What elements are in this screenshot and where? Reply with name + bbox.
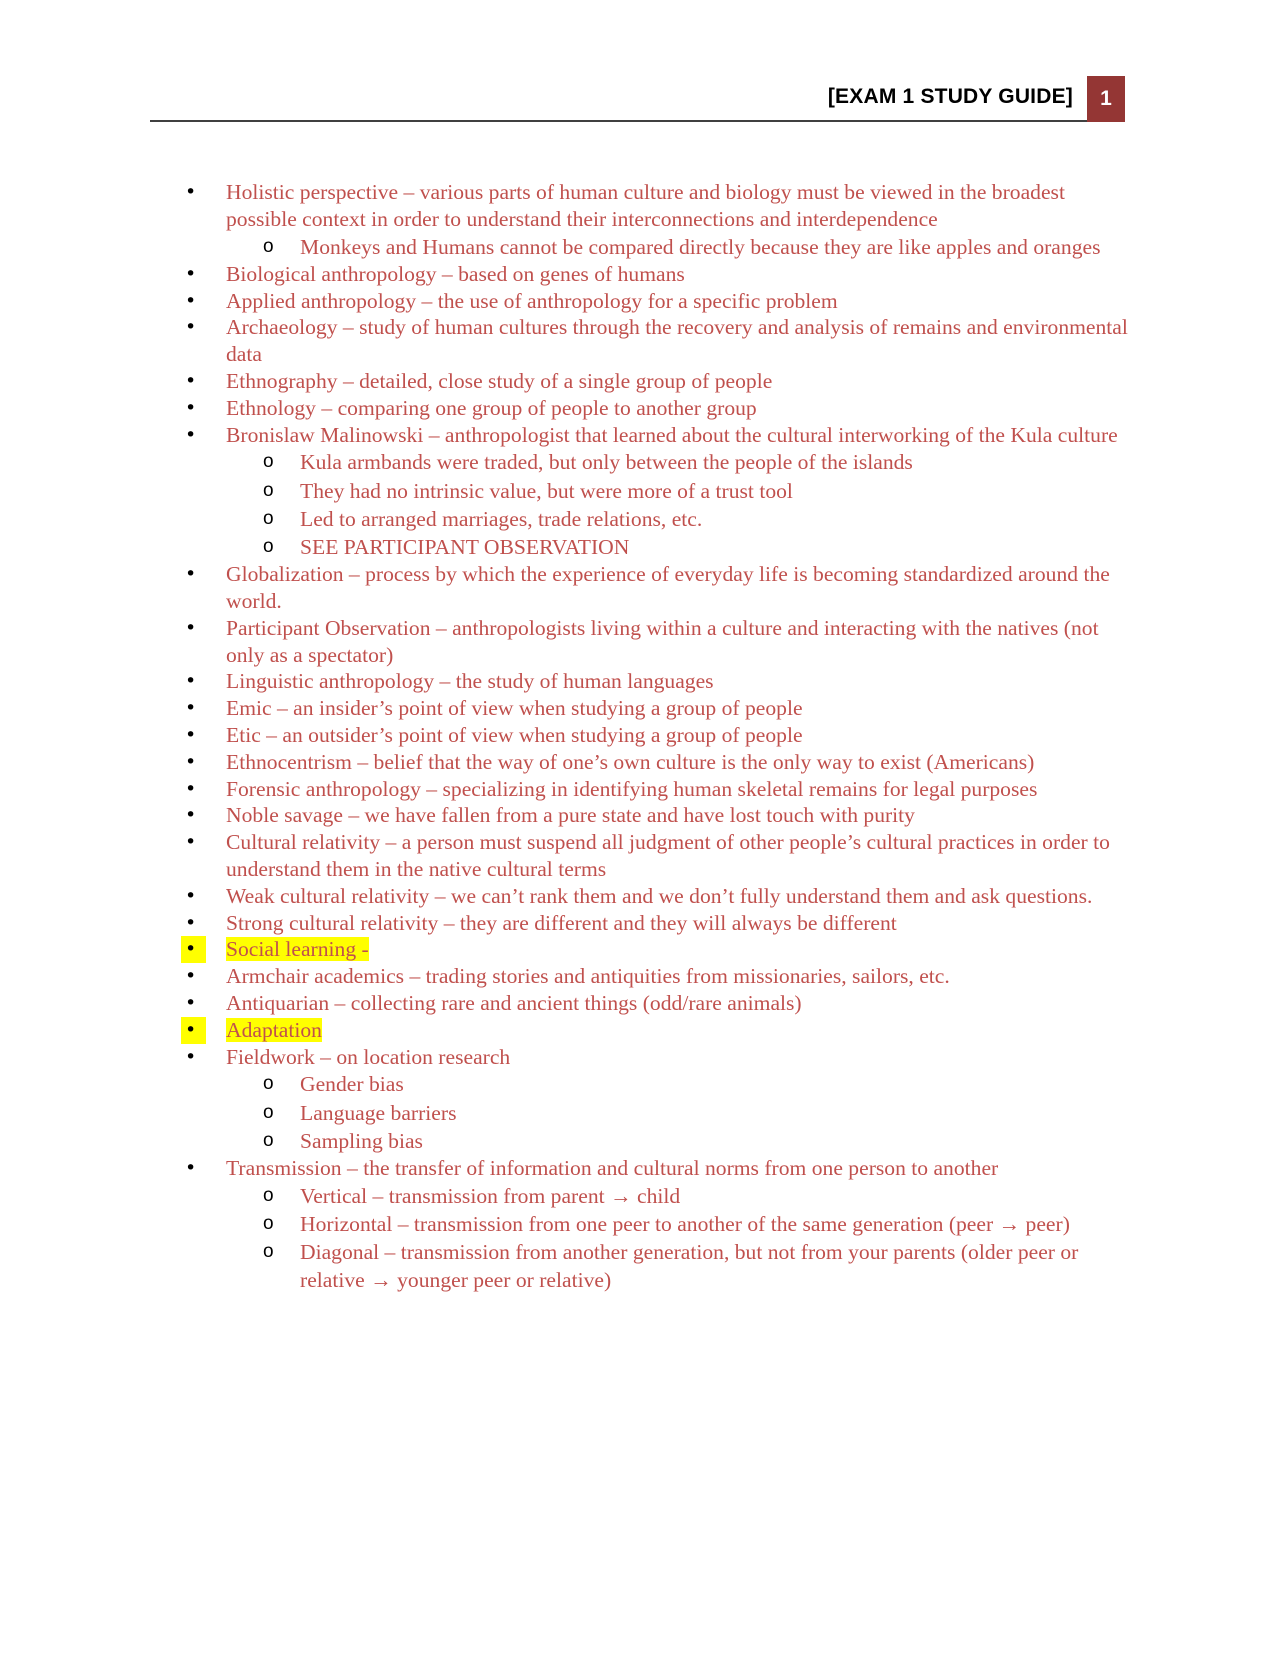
sub-item-text: Kula armbands were traded, but only between the people of the islands: [300, 450, 913, 475]
list-item: [182, 179, 1132, 233]
bullet-marker: •: [185, 831, 197, 854]
list-item: [182, 749, 1132, 776]
sub-list-item: [263, 477, 1132, 505]
sub-bullet-marker: o: [263, 535, 274, 557]
sub-list-item: [263, 1099, 1132, 1127]
list-item: [182, 288, 1132, 315]
list-item: [182, 776, 1132, 803]
list-item: [182, 963, 1132, 990]
list-item: [182, 1044, 1132, 1071]
sub-list-item: [263, 1182, 1132, 1210]
sub-item-text: Monkeys and Humans cannot be compared directly because they are like apples and oranges: [300, 234, 1101, 259]
sub-bullet-marker: o: [263, 507, 274, 529]
bullet-marker: •: [185, 697, 197, 720]
sub-item-text: Sampling bias: [300, 1128, 423, 1153]
sub-list-item: [263, 1238, 1132, 1294]
item-text: Emic – an insider’s point of view when studying a group of people: [226, 696, 803, 721]
sub-bullet-marker: o: [263, 1101, 274, 1123]
sub-list-item: [263, 533, 1132, 561]
bullet-marker: •: [185, 965, 197, 988]
bullet-marker: •: [185, 423, 197, 446]
item-text: Social learning -: [226, 937, 369, 962]
item-text: Bronislaw Malinowski – anthropologist that learned about the cultural interworking of the Kula culture: [226, 422, 1118, 447]
sub-list-item: [263, 448, 1132, 476]
list-item-highlighted: [182, 1017, 1132, 1044]
sub-item-text: Led to arranged marriages, trade relations, etc.: [300, 506, 703, 531]
bullet-marker: •: [181, 936, 206, 963]
page-header: [150, 76, 1125, 122]
sub-bullet-marker: o: [263, 1073, 274, 1095]
header-title: [EXAM 1 STUDY GUIDE]: [827, 85, 1073, 108]
sub-item-text: Horizontal – transmission from one peer to another of the same generation (peer → peer): [300, 1211, 1070, 1236]
study-guide-list: [182, 179, 1132, 1295]
bullet-marker: •: [185, 911, 197, 934]
item-text: Applied anthropology – the use of anthropology for a specific problem: [226, 288, 838, 313]
sub-item-text: Gender bias: [300, 1072, 404, 1097]
sub-list-item: [263, 1070, 1132, 1098]
item-text: Adaptation: [226, 1017, 322, 1042]
sub-item-text: SEE PARTICIPANT OBSERVATION: [300, 534, 630, 559]
list-item: [182, 722, 1132, 749]
bullet-marker: •: [185, 991, 197, 1014]
list-item: [182, 990, 1132, 1017]
list-item-highlighted: [182, 936, 1132, 963]
sub-bullet-marker: o: [263, 1212, 274, 1234]
item-text: Ethnography – detailed, close study of a single group of people: [226, 368, 773, 393]
list-item: [182, 615, 1132, 669]
item-text: Transmission – the transfer of information and cultural norms from one person to another: [226, 1155, 999, 1180]
page-number: 1: [1087, 76, 1125, 122]
item-text: Weak cultural relativity – we can’t rank them and we don’t fully understand them and ask questions.: [226, 883, 1093, 908]
item-text: Etic – an outsider’s point of view when studying a group of people: [226, 722, 803, 747]
sub-bullet-marker: o: [263, 451, 274, 473]
bullet-marker: •: [185, 616, 197, 639]
sub-item-text: They had no intrinsic value, but were more of a trust tool: [300, 478, 793, 503]
bullet-marker: •: [185, 670, 197, 693]
sub-bullet-marker: o: [263, 1241, 274, 1263]
item-text: Antiquarian – collecting rare and ancient things (odd/rare animals): [226, 990, 802, 1015]
item-text: Cultural relativity – a person must suspend all judgment of other people’s cultural practices in order to understand them in the native cultural terms: [226, 830, 1110, 881]
item-text: Biological anthropology – based on genes of humans: [226, 261, 685, 286]
list-item: [182, 668, 1132, 695]
list-item: [182, 261, 1132, 288]
bullet-marker: •: [185, 777, 197, 800]
list-item: [182, 368, 1132, 395]
bullet-marker: •: [185, 289, 197, 312]
item-text: Participant Observation – anthropologists living within a culture and interacting with the natives (not only as a spectator): [226, 615, 1099, 667]
bullet-marker: •: [185, 1156, 197, 1179]
item-text: Forensic anthropology – specializing in identifying human skeletal remains for legal purposes: [226, 776, 1038, 801]
list-item: [182, 1155, 1132, 1182]
sub-item-text: Diagonal – transmission from another generation, but not from your parents (older peer or relative → younger peer or relative): [300, 1240, 1079, 1293]
list-item: [182, 561, 1132, 615]
list-item: [182, 422, 1132, 449]
item-text: Holistic perspective – various parts of human culture and biology must be viewed in the broadest possible context in order to understand their interconnections and interdependence: [226, 180, 1065, 231]
list-item: [182, 314, 1132, 368]
list-item: [182, 395, 1132, 422]
bullet-marker: •: [185, 750, 197, 773]
sub-bullet-marker: o: [263, 235, 274, 257]
item-text: Strong cultural relativity – they are different and they will always be different: [226, 910, 897, 935]
sub-list-item: [263, 233, 1132, 261]
sub-bullet-marker: o: [263, 479, 274, 501]
bullet-marker: •: [185, 369, 197, 392]
item-text: Armchair academics – trading stories and antiquities from missionaries, sailors, etc.: [226, 964, 950, 989]
item-text: Ethnocentrism – belief that the way of one’s own culture is the only way to exist (Americans): [226, 749, 1035, 774]
sub-item-text: Language barriers: [300, 1100, 457, 1125]
sub-item-text: Vertical – transmission from parent → child: [300, 1183, 681, 1208]
sub-list-item: [263, 1127, 1132, 1155]
bullet-marker: •: [185, 884, 197, 907]
sub-list-item: [263, 505, 1132, 533]
item-text: Archaeology – study of human cultures through the recovery and analysis of remains and environmental data: [226, 315, 1128, 367]
bullet-marker: •: [185, 563, 197, 586]
bullet-marker: •: [185, 723, 197, 746]
bullet-marker: •: [185, 316, 197, 339]
item-text: Linguistic anthropology – the study of human languages: [226, 669, 714, 694]
bullet-marker: •: [185, 1045, 197, 1068]
sub-bullet-marker: o: [263, 1129, 274, 1151]
bullet-marker: •: [181, 1017, 206, 1044]
item-text: Ethnology – comparing one group of people to another group: [226, 395, 757, 420]
bullet-marker: •: [185, 396, 197, 419]
bullet-marker: •: [185, 262, 197, 285]
bullet-marker: •: [185, 804, 197, 827]
sub-list-item: [263, 1210, 1132, 1238]
bullet-marker: •: [185, 181, 197, 203]
list-item: [182, 695, 1132, 722]
sub-bullet-marker: o: [263, 1184, 274, 1206]
item-text: Fieldwork – on location research: [226, 1044, 511, 1069]
item-text: Noble savage – we have fallen from a pure state and have lost touch with purity: [226, 803, 915, 828]
list-item: [182, 802, 1132, 829]
list-item: [182, 829, 1132, 883]
list-item: [182, 883, 1132, 910]
list-item: [182, 910, 1132, 937]
item-text: Globalization – process by which the experience of everyday life is becoming standardized around the world.: [226, 562, 1110, 613]
